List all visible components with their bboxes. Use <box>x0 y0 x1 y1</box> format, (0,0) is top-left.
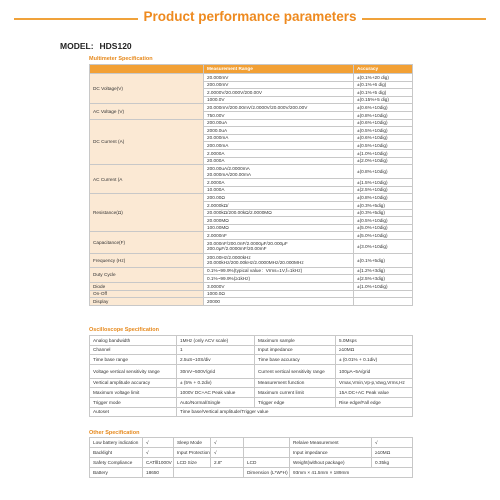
measurement-accuracy: ±(3.0%+10dig) <box>354 239 413 253</box>
measurement-range: 20.000mA <box>204 134 354 142</box>
measurement-name: Diode <box>90 283 204 291</box>
spec-value: ± (0.01% + 0.1div) <box>336 355 413 365</box>
measurement-range: 1000.0Ω <box>204 290 354 298</box>
spec-name: Trigger mode <box>90 397 177 407</box>
spec-name: Channel <box>90 345 177 355</box>
measurement-range: 20.000mV/200.00mV/2.0000V/20.000V/200.00V <box>204 104 354 112</box>
model-line <box>60 41 132 51</box>
measurement-accuracy: ±(1.2%+3dig) <box>354 267 413 275</box>
spec-cell: LCD <box>244 458 290 468</box>
measurement-range: 2.0000nF <box>204 232 354 240</box>
spec-value: 5.0Msps <box>336 336 413 346</box>
measurement-accuracy: ±(0.5%+10dig) <box>354 142 413 150</box>
measurement-range: 20.000mV <box>204 74 354 82</box>
spec-cell: LCD Size <box>174 458 211 468</box>
measurement-accuracy: ±(0.8%+10dig) <box>354 165 413 179</box>
spec-value: 2.5uS~10S/div <box>177 355 255 365</box>
measurement-accuracy: ±(5.0%+10dig) <box>354 224 413 232</box>
measurement-name: On-Off <box>90 290 204 298</box>
spec-cell: √ <box>372 438 413 448</box>
spec-cell: Input Protection <box>174 448 211 458</box>
table-row <box>90 290 413 298</box>
header-rule-left <box>14 18 138 20</box>
spec-value: 30mV~500V/grid <box>177 364 255 378</box>
measurement-accuracy: ±(0.6%+10dig) <box>354 104 413 112</box>
measurement-name: Resistance(Ω) <box>90 194 204 232</box>
measurement-range: 20.000kΩ/200.00kΩ/2.0000MΩ <box>204 209 354 217</box>
measurement-accuracy: ±(5.0%+10dig) <box>354 232 413 240</box>
spec-name: Current vertical sensitivity range <box>255 364 336 378</box>
spec-name: Time base range <box>90 355 177 365</box>
spec-cell: CATⅢ1000V <box>143 458 174 468</box>
table-row <box>90 283 413 291</box>
spec-value: 1000V DC+AC Peak value <box>177 388 255 398</box>
measurement-accuracy: ±(1.5%+10dig) <box>354 179 413 187</box>
measurement-range: 1000.0V <box>204 96 354 104</box>
spec-name: Measurement function <box>255 378 336 388</box>
measurement-range: 2.0000V/20.000V/200.00V <box>204 89 354 97</box>
measurement-accuracy: ±(2.5%+10dig) <box>354 186 413 194</box>
spec-cell: √ <box>143 448 174 458</box>
other-section-title: Other Specification <box>89 430 140 436</box>
measurement-name: Display <box>90 298 204 306</box>
spec-cell <box>174 468 244 478</box>
measurement-range: 200.00mA <box>204 142 354 150</box>
multimeter-header-cell <box>90 65 204 74</box>
spec-name: Analog bandwidth <box>90 336 177 346</box>
measurement-accuracy: ±(1.0%+10dig) <box>354 283 413 291</box>
measurement-accuracy: ±(2.5%+3dig) <box>354 275 413 283</box>
measurement-accuracy: ±(0.1%+5 dig) <box>354 89 413 97</box>
spec-name: Trigger edge <box>255 397 336 407</box>
spec-cell: Relaive Measurement <box>290 438 372 448</box>
measurement-name: DC Current (A) <box>90 119 204 165</box>
multimeter-header-cell: Accuracy <box>354 65 413 74</box>
spec-cell <box>244 438 290 448</box>
table-row <box>90 336 413 346</box>
spec-cell <box>244 448 290 458</box>
spec-value: Rise edge/Fall edge <box>336 397 413 407</box>
oscilloscope-spec-table <box>89 335 413 417</box>
model-value: HDS120 <box>99 41 132 51</box>
table-row <box>90 364 413 378</box>
spec-cell: Backlight <box>90 448 143 458</box>
spec-value: 15A DC+AC Peak value <box>336 388 413 398</box>
spec-value: 1MHz (only ACV scale) <box>177 336 255 346</box>
measurement-range: 20000 <box>204 298 354 306</box>
spec-name: Maximum voltage limit <box>90 388 177 398</box>
spec-cell: Dimension (L*W*H) <box>244 468 290 478</box>
measurement-range: 20.000MΩ <box>204 217 354 225</box>
measurement-range: 200.00Hz/2.0000kHz 20.000kHz/200.00kHz/2.0000MHz/20.000MHz <box>204 253 354 267</box>
measurement-range: 3.0000V <box>204 283 354 291</box>
spec-cell: ≥10MΩ <box>372 448 413 458</box>
spec-value: 100μA~5A/grid <box>336 364 413 378</box>
spec-cell: Input impedance <box>290 448 372 458</box>
spec-name: Input impedance <box>255 345 336 355</box>
spec-cell: Sleep Mode <box>174 438 211 448</box>
measurement-range: 2000.0uA <box>204 127 354 135</box>
measurement-accuracy <box>354 290 413 298</box>
measurement-accuracy: ±(0.3%+5dig) <box>354 209 413 217</box>
measurement-name: DC Voltage(V) <box>90 74 204 104</box>
measurement-name: AC Voltage (V) <box>90 104 204 119</box>
spec-value: ≥10MΩ <box>336 345 413 355</box>
measurement-range: 2.0000A <box>204 179 354 187</box>
table-row <box>90 74 413 82</box>
measurement-accuracy: ±(1.0%+10dig) <box>354 149 413 157</box>
table-row <box>90 458 413 468</box>
oscilloscope-section-title: Oscilloscope Specification <box>89 327 159 333</box>
spec-cell: 93mm × 41.5mm × 189mm <box>290 468 413 478</box>
measurement-accuracy: ±(0.8%+10dig) <box>354 111 413 119</box>
measurement-accuracy: ±(2.0%+10dig) <box>354 157 413 165</box>
measurement-range: 200.00Ω <box>204 194 354 202</box>
table-row <box>90 468 413 478</box>
spec-cell: √ <box>211 448 244 458</box>
spec-name: Autoset <box>90 407 177 417</box>
spec-cell: 18650 <box>143 468 174 478</box>
measurement-accuracy: ±(0.1%+20 dig) <box>354 74 413 82</box>
multimeter-spec-table <box>89 64 413 306</box>
multimeter-section-title: Multimeter Specification <box>89 56 153 62</box>
spec-value: Vmax,Vmin,Vp-p,Vavg,Vrms,Hz <box>336 378 413 388</box>
measurement-range: 200.00uA/2.0000mA 20.000mA/200.00mA <box>204 165 354 179</box>
spec-name: Maximum current limit <box>255 388 336 398</box>
table-row <box>90 355 413 365</box>
spec-name: Vertical amplitude accuracy <box>90 378 177 388</box>
spec-value: Auto/Normal/Single <box>177 397 255 407</box>
table-row <box>90 267 413 275</box>
measurement-range: 20.000nF/200.0nF/2.0000μF/20.000μF 200.0μF/2.0000mF/20.00mF <box>204 239 354 253</box>
measurement-range: 200.00uA <box>204 119 354 127</box>
spec-cell: 0.35kg <box>372 458 413 468</box>
measurement-range: 750.00V <box>204 111 354 119</box>
measurement-accuracy: ±(0.6%+10dig) <box>354 119 413 127</box>
spec-cell: √ <box>211 438 244 448</box>
table-row <box>90 119 413 127</box>
measurement-name: Capacitance(F) <box>90 232 204 254</box>
measurement-range: 100.00MΩ <box>204 224 354 232</box>
measurement-name: Frequency (Hz) <box>90 253 204 267</box>
spec-cell: 2.8" <box>211 458 244 468</box>
model-label: MODEL: <box>60 41 94 51</box>
table-row <box>90 253 413 267</box>
table-row <box>90 165 413 179</box>
spec-name: Maximum sample <box>255 336 336 346</box>
table-row <box>90 298 413 306</box>
page-header <box>0 0 500 36</box>
measurement-accuracy: ±(0.15%+5 dig) <box>354 96 413 104</box>
spec-cell: Weight(without package) <box>290 458 372 468</box>
table-row <box>90 397 413 407</box>
spec-cell: Safety Compliance <box>90 458 143 468</box>
table-row <box>90 388 413 398</box>
page-title: Product performance parameters <box>143 9 357 24</box>
measurement-range: 2.0000A <box>204 149 354 157</box>
measurement-accuracy: ±(0.5%+10dig) <box>354 217 413 225</box>
spec-value: ± (5% + 0.2div) <box>177 378 255 388</box>
spec-name: Time base accuracy <box>255 355 336 365</box>
measurement-name: Duty Cycle <box>90 267 204 282</box>
table-row <box>90 448 413 458</box>
measurement-accuracy: ±(0.8%+10dig) <box>354 194 413 202</box>
measurement-name: AC Current (A <box>90 165 204 194</box>
measurement-accuracy <box>354 298 413 306</box>
spec-cell: Low battery indication <box>90 438 143 448</box>
measurement-range: 200.00mV <box>204 81 354 89</box>
measurement-accuracy: ±(0.3%+5dig) <box>354 201 413 209</box>
spec-cell: √ <box>143 438 174 448</box>
header-rule-right <box>362 18 486 20</box>
other-spec-table <box>89 437 413 478</box>
multimeter-header-cell: Measurement Range <box>204 65 354 74</box>
multimeter-header-row <box>90 65 413 74</box>
measurement-range: 10.000A <box>204 186 354 194</box>
spec-value: Time base/Vertical amplitude/Trigger value <box>177 407 413 417</box>
table-row <box>90 232 413 240</box>
measurement-accuracy: ±(0.5%+10dig) <box>354 127 413 135</box>
measurement-accuracy: ±(0.1%+6 dig) <box>354 81 413 89</box>
table-row <box>90 104 413 112</box>
table-row <box>90 345 413 355</box>
table-row <box>90 378 413 388</box>
measurement-accuracy: ±(0.1%+5dig) <box>354 253 413 267</box>
spec-name: Voltage vertical sensitivity range <box>90 364 177 378</box>
spec-value: 1 <box>177 345 255 355</box>
table-row <box>90 407 413 417</box>
spec-cell: Battery <box>90 468 143 478</box>
table-row <box>90 438 413 448</box>
measurement-range: 2.0000kΩ/ <box>204 201 354 209</box>
measurement-range: 0.1%~99.9%(≥1kHz) <box>204 275 354 283</box>
measurement-accuracy: ±(0.6%+10dig) <box>354 134 413 142</box>
measurement-range: 0.1%~99.9%(typical value：Vrms=1V,f=1kHz) <box>204 267 354 275</box>
table-row <box>90 194 413 202</box>
measurement-range: 20.000A <box>204 157 354 165</box>
